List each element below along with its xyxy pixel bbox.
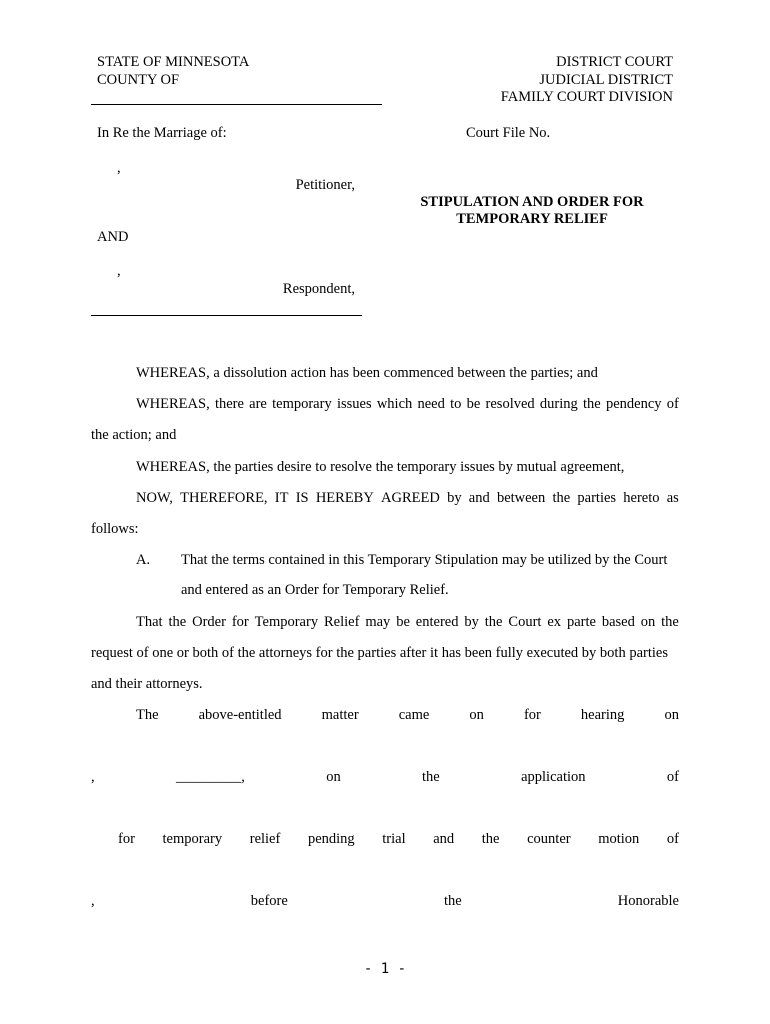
whereas-paragraph-2-line-1: WHEREAS, there are temporary issues which need to be resolved during the pendency of [136,396,679,412]
now-therefore-line-1: NOW, THEREFORE, IT IS HEREBY AGREED by and between the parties hereto as [136,490,679,506]
state-heading: STATE OF MINNESOTA [97,54,250,70]
item-a-line-2: and entered as an Order for Temporary Relief. [181,582,449,598]
whereas-paragraph-3: WHEREAS, the parties desire to resolve the temporary issues by mutual agreement, [136,459,625,475]
document-title-line-2: TEMPORARY RELIEF [456,211,608,227]
item-a-label: A. [136,552,151,568]
order-paragraph-line-3: and their attorneys. [91,676,203,692]
hearing-line-3: for temporary relief pending trial and the counter motion of [118,831,679,847]
court-file-number-label: Court File No. [466,125,551,141]
respondent-label: Respondent, [282,281,355,297]
order-paragraph-line-2: request of one or both of the attorneys for the parties after it has been fully executed by both parties [91,645,668,661]
item-a-line-1: That the terms contained in this Temporary Stipulation may be utilized by the Court [181,552,668,568]
petitioner-name-blank: , [117,160,121,176]
whereas-paragraph-1: WHEREAS, a dissolution action has been commenced between the parties; and [136,365,598,381]
court-heading: DISTRICT COURT [556,54,673,70]
order-paragraph-line-1: That the Order for Temporary Relief may be entered by the Court ex parte based on the [136,614,679,630]
in-re-label: In Re the Marriage of: [97,125,227,141]
page-number: - 1 - [363,961,407,977]
whereas-paragraph-2-line-2: the action; and [91,427,177,443]
hearing-line-4: , before the Honorable [91,893,679,909]
petitioner-label: Petitioner, [295,177,355,193]
district-heading: JUDICIAL DISTRICT [539,72,673,88]
county-heading: COUNTY OF [97,72,180,88]
and-separator: AND [97,229,129,245]
now-therefore-line-2: follows: [91,521,139,537]
hearing-line-1: The above-entitled matter came on for hearing on [136,707,679,723]
respondent-name-blank: , [117,263,121,279]
hearing-line-2: , _________, on the application of [91,769,679,785]
caption-divider-top [91,104,382,105]
division-heading: FAMILY COURT DIVISION [500,89,673,105]
document-title-line-1: STIPULATION AND ORDER FOR [420,194,644,210]
caption-divider-bottom [91,315,362,316]
